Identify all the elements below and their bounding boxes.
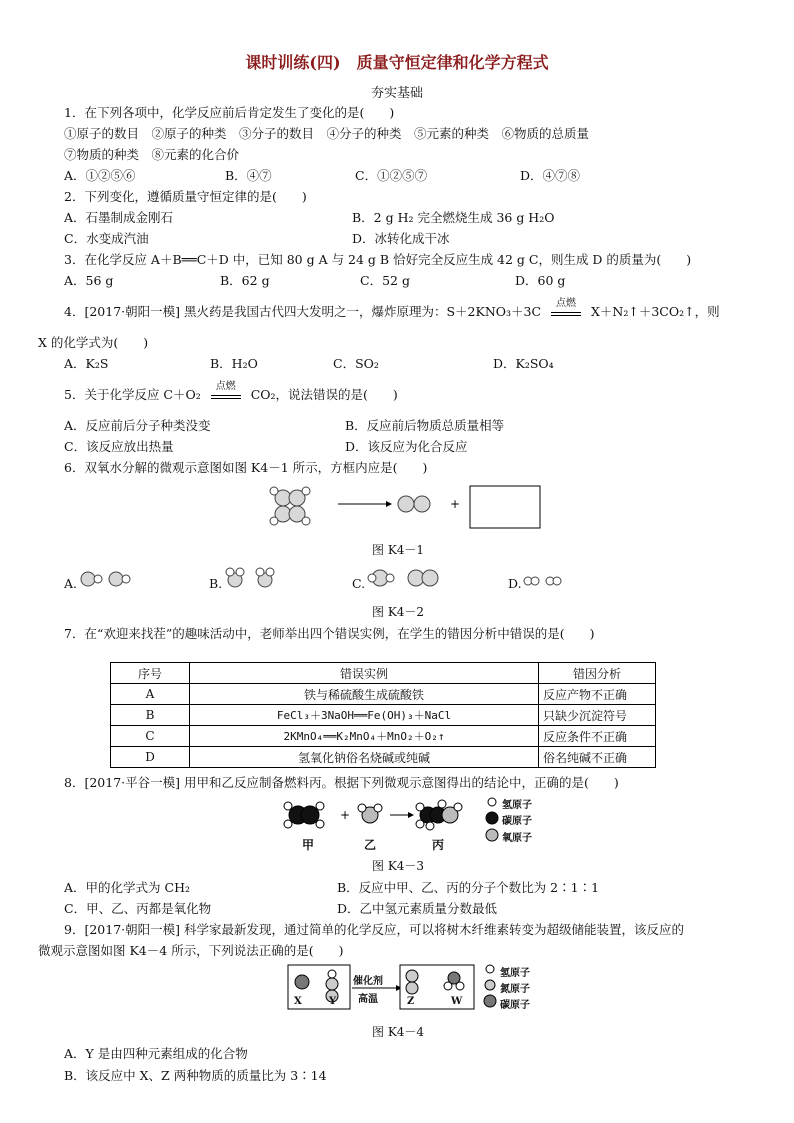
catalyst-condition: 催化剂 — [353, 976, 383, 987]
question-1-stem: 1．在下列各项中，化学反应前后肯定发生了变化的是( ) — [64, 105, 395, 120]
table-cell: B — [111, 705, 190, 726]
question-3-option-a: A．56 g — [64, 273, 114, 288]
question-1-items-2: ⑦物质的种类 ⑧元素的化合价 — [64, 147, 240, 162]
table-row — [111, 747, 656, 768]
page-title: 课时训练(四) 质量守恒定律和化学方程式 — [245, 53, 549, 72]
legend-oxygen: 氧原子 — [502, 833, 532, 844]
molecule-label-y: Y — [329, 996, 337, 1007]
svg-text:+: + — [340, 808, 351, 822]
atom-legend-icons — [484, 964, 498, 1010]
question-8-option-c: C．甲、乙、丙都是氧化物 — [64, 901, 212, 916]
question-9-option-a: A．Y 是由四种元素组成的化合物 — [64, 1046, 248, 1061]
plus-sign: + — [450, 497, 461, 511]
question-4-option-c: C．SO₂ — [333, 356, 379, 371]
question-5-option-d: D．该反应为化合反应 — [345, 439, 468, 454]
figure-k4-3-caption: 图 K4－3 — [372, 859, 425, 873]
legend-hydrogen: 氢原子 — [500, 968, 530, 979]
molecule-label-yi: 乙 — [364, 838, 377, 852]
table-cell: 氢氧化钠俗名烧碱或纯碱 — [190, 747, 539, 768]
figure-k4-4-diagram — [288, 964, 478, 1012]
reaction-condition-arrow — [545, 298, 587, 316]
question-8-option-b: B．反应中甲、乙、丙的分子个数比为 2∶1∶1 — [337, 880, 600, 895]
option-b-molecules-icon — [225, 566, 285, 588]
question-1-option-d: D．④⑦⑧ — [520, 168, 581, 183]
molecule-label-jia: 甲 — [302, 838, 315, 852]
table-cell: 2KMnO₄══K₂MnO₄＋MnO₂＋O₂↑ — [190, 726, 539, 747]
question-5-option-b: B．反应前后物质总质量相等 — [345, 418, 505, 433]
question-2-option-a: A．石墨制成金刚石 — [64, 210, 174, 225]
question-3-option-b: B．62 g — [220, 273, 270, 288]
table-cell: C — [111, 726, 190, 747]
table-row — [111, 726, 656, 747]
question-8-stem: 8．[2017·平谷一模] 用甲和乙反应制备燃料丙。根据下列微观示意图得出的结论中，正确的是( ) — [64, 775, 619, 790]
question-2-option-d: D．冰转化成干冰 — [352, 231, 450, 246]
figure-k4-4-caption: 图 K4－4 — [372, 1025, 425, 1039]
reaction-condition: 点燃 — [215, 381, 236, 392]
temperature-condition: 高温 — [358, 994, 378, 1005]
figure-k4-1-caption: 图 K4－1 — [372, 543, 425, 557]
question-5-option-c: C．该反应放出热量 — [64, 439, 174, 454]
question-4-stem — [64, 298, 720, 320]
question-6-option-a: A. — [64, 576, 78, 591]
question-1-option-b: B．④⑦ — [225, 168, 272, 183]
option-a-molecules-icon — [80, 569, 140, 589]
table-cell: D — [111, 747, 190, 768]
figure-k4-1-diagram — [270, 484, 550, 530]
question-6-option-c: C. — [352, 576, 366, 591]
molecule-label-bing: 丙 — [432, 838, 445, 852]
reaction-condition: 点燃 — [556, 298, 577, 309]
question-2-option-b: B．2 g H₂ 完全燃烧生成 36 g H₂O — [352, 210, 555, 225]
question-4-stem-2: X 的化学式为( ) — [38, 335, 149, 350]
atom-legend-icons — [486, 796, 500, 844]
table-header-cell: 序号 — [111, 663, 190, 684]
question-7-stem: 7．在“欢迎来找茬”的趣味活动中，老师举出四个错误实例，在学生的错因分析中错误的是( ) — [64, 626, 595, 641]
section-title: 夯实基础 — [370, 86, 423, 101]
reaction-condition-arrow — [205, 381, 247, 399]
table-cell: FeCl₃＋3NaOH══Fe(OH)₃＋NaCl — [190, 705, 539, 726]
table-cell: 反应产物不正确 — [539, 684, 656, 705]
question-2-stem: 2．下列变化，遵循质量守恒定律的是( ) — [64, 189, 307, 204]
question-2-option-c: C．水变成汽油 — [64, 231, 149, 246]
table-cell: 只缺少沉淀符号 — [539, 705, 656, 726]
question-8-option-d: D．乙中氢元素质量分数最低 — [337, 901, 498, 916]
question-5-stem-post: CO₂，说法错误的是( ) — [250, 387, 398, 402]
molecule-label-x: X — [294, 996, 302, 1007]
question-8-option-a: A．甲的化学式为 CH₂ — [64, 880, 190, 895]
table-cell: 铁与稀硫酸生成硫酸铁 — [190, 684, 539, 705]
table-header-row — [111, 663, 656, 684]
table-row — [111, 705, 656, 726]
figure-k4-2-caption: 图 K4－2 — [372, 605, 425, 619]
question-5-stem-pre: 5．关于化学反应 C＋O₂ — [64, 387, 201, 402]
question-3-option-d: D．60 g — [515, 273, 566, 288]
table-cell: A — [111, 684, 190, 705]
table-header-cell: 错误实例 — [190, 663, 539, 684]
option-d-molecules-icon — [524, 574, 564, 588]
option-c-molecules-icon — [368, 567, 448, 589]
molecule-label-w: W — [451, 996, 463, 1007]
question-4-stem-pre: 4．[2017·朝阳一模] 黑火药是我国古代四大发明之一，爆炸原理为：S＋2KNO₃＋3C — [64, 304, 542, 319]
table-header-cell: 错因分析 — [539, 663, 656, 684]
table-cell: 俗名纯碱不正确 — [539, 747, 656, 768]
legend-hydrogen: 氢原子 — [502, 800, 532, 811]
question-1-option-a: A．①②⑤⑥ — [64, 168, 136, 183]
question-4-option-b: B．H₂O — [210, 356, 258, 371]
legend-carbon: 碳原子 — [500, 1000, 530, 1011]
figure-k4-3-diagram — [280, 798, 480, 832]
question-9-stem-1: 9．[2017·朝阳一模] 科学家最新发现，通过简单的化学反应，可以将树木纤维素转变为超级储能装置，该反应的 — [64, 922, 684, 937]
question-9-stem-2: 微观示意图如图 K4－4 所示，下列说法正确的是( ) — [38, 943, 344, 958]
molecule-label-z: Z — [407, 996, 415, 1007]
table-cell: 反应条件不正确 — [539, 726, 656, 747]
question-3-option-c: C．52 g — [360, 273, 410, 288]
legend-carbon: 碳原子 — [502, 816, 532, 827]
question-5-option-a: A．反应前后分子种类没变 — [64, 418, 211, 433]
question-4-option-d: D．K₂SO₄ — [493, 356, 554, 371]
table-row — [111, 684, 656, 705]
legend-nitrogen: 氮原子 — [500, 984, 530, 995]
question-6-option-b: B. — [209, 576, 223, 591]
question-9-option-b: B．该反应中 X、Z 两种物质的质量比为 3∶14 — [64, 1068, 327, 1083]
question-1-option-c: C．①②⑤⑦ — [355, 168, 428, 183]
question-6-stem: 6．双氧水分解的微观示意图如图 K4－1 所示，方框内应是( ) — [64, 460, 428, 475]
question-4-option-a: A．K₂S — [64, 356, 109, 371]
question-1-items-1: ①原子的数目 ②原子的种类 ③分子的数目 ④分子的种类 ⑤元素的种类 ⑥物质的总质量 — [64, 126, 590, 141]
error-analysis-table — [110, 662, 656, 768]
question-4-stem-post: X＋N₂↑＋3CO₂↑，则 — [591, 304, 720, 319]
question-6-option-d: D. — [508, 576, 522, 591]
question-5-stem — [64, 381, 398, 403]
question-3-stem: 3．在化学反应 A＋B══C＋D 中，已知 80 g A 与 24 g B 恰好完全反应生成 42 g C，则生成 D 的质量为( ) — [64, 252, 692, 267]
